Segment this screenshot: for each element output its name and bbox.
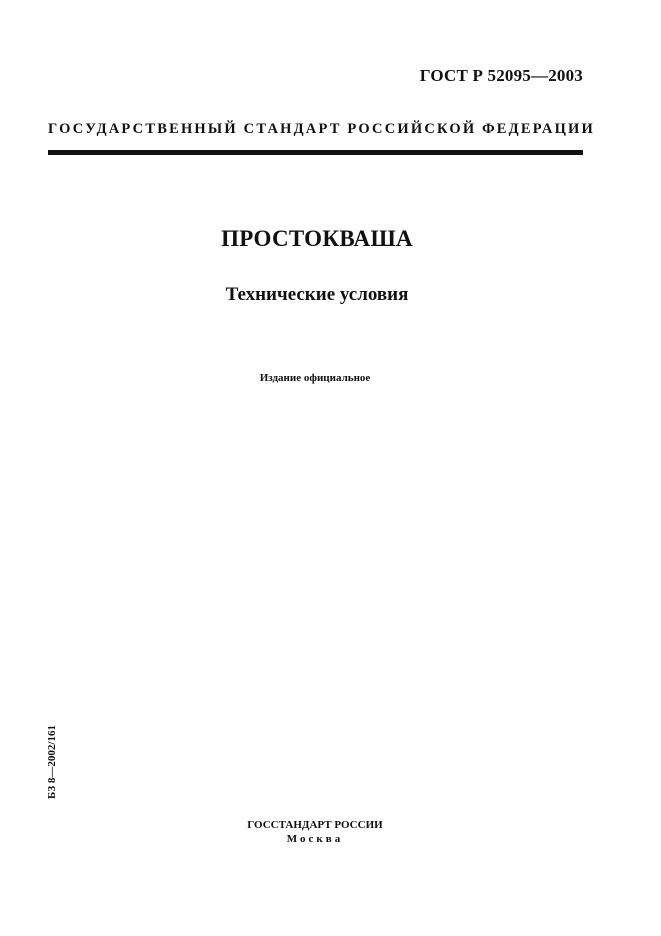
document-subtitle: Технические условия — [225, 284, 409, 305]
standard-number: ГОСТ Р 52095—2003 — [419, 66, 583, 85]
publisher-city: Москва — [286, 833, 344, 845]
document-title: ПРОСТОКВАША — [221, 226, 413, 251]
standard-heading: ГОСУДАРСТВЕННЫЙ СТАНДАРТ РОССИЙСКОЙ ФЕДЕРАЦИИ — [48, 121, 596, 137]
publisher-name: ГОССТАНДАРТ РОССИИ — [247, 819, 383, 831]
heading-divider — [48, 150, 583, 155]
edition-note: Издание официальное — [259, 372, 371, 384]
side-catalog-code: БЗ 8—2002/161 — [46, 725, 58, 799]
